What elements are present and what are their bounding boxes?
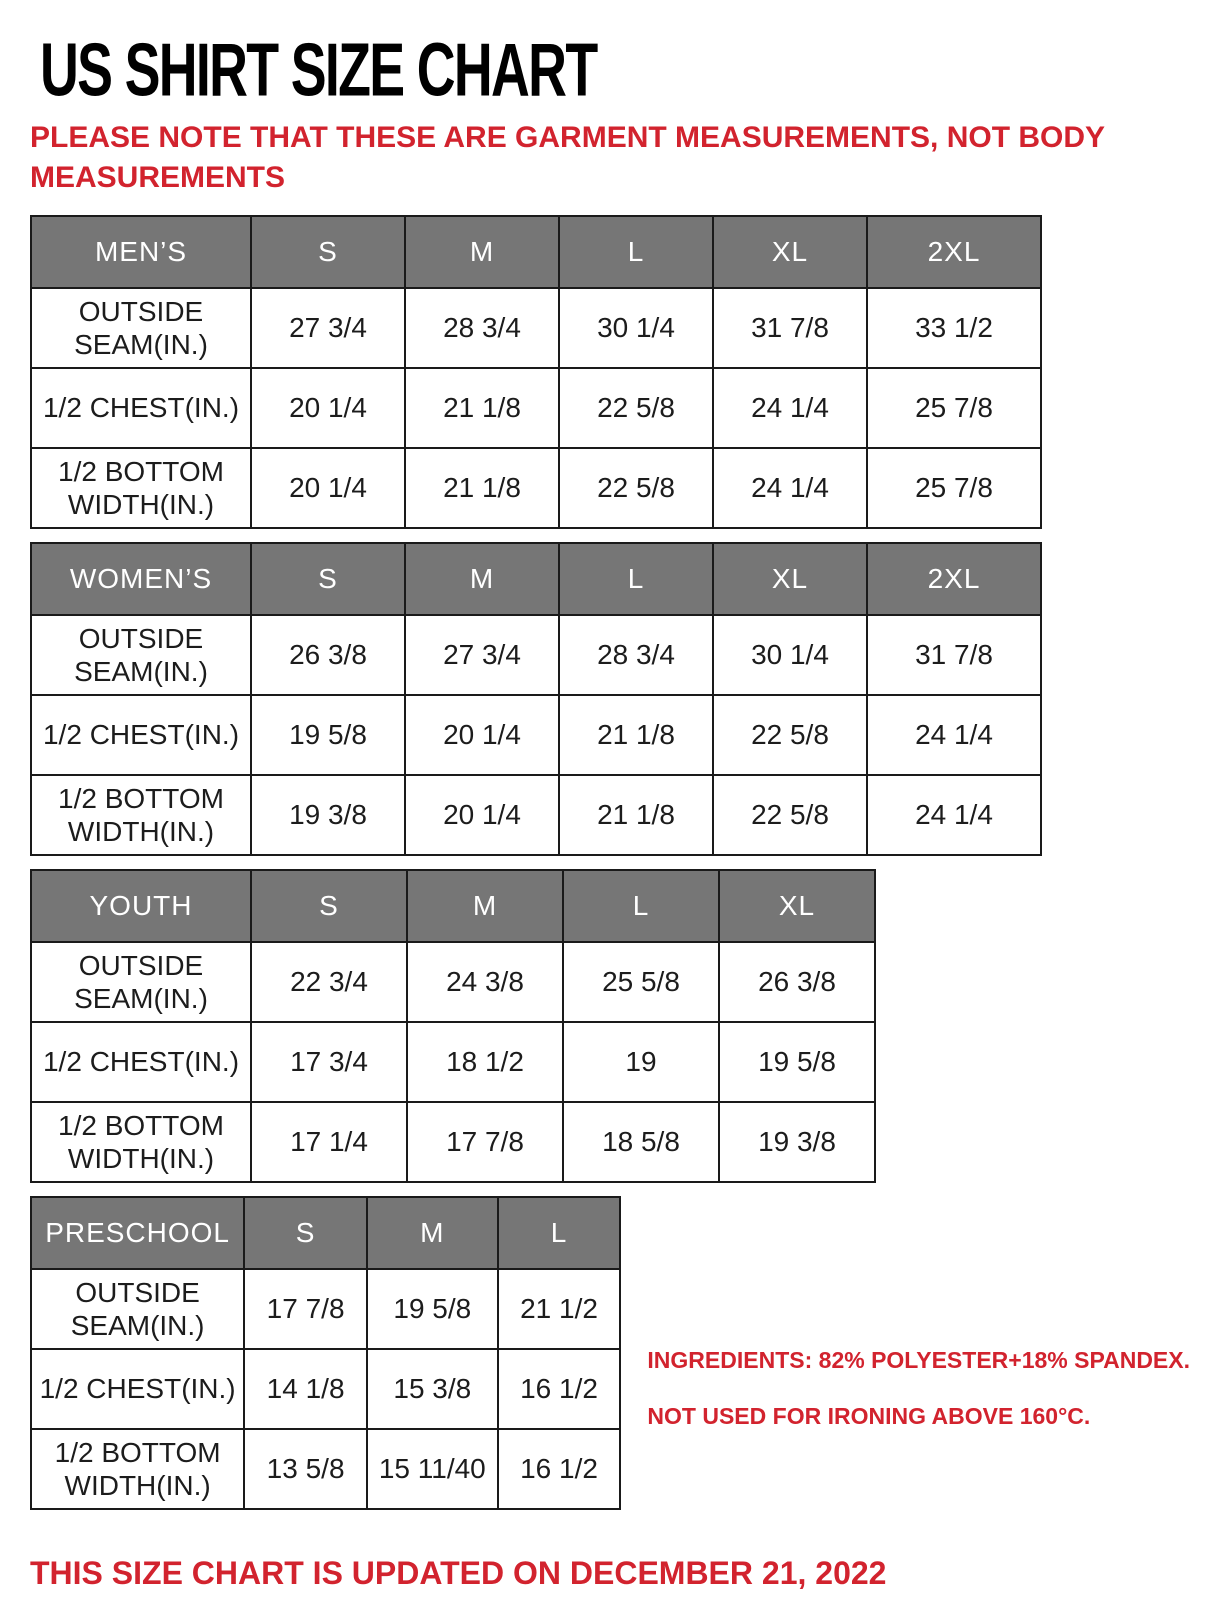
measurement-row [31, 695, 1041, 775]
measurement-value-cell: 25 7/8 [867, 448, 1041, 528]
measurement-value-cell: 25 5/8 [563, 942, 719, 1022]
size-header-cell: M [405, 543, 559, 615]
measurement-value-cell: 18 1/2 [407, 1022, 563, 1102]
garment-measurement-note: PLEASE NOTE THAT THESE ARE GARMENT MEASUREMENTS, NOT BODY MEASUREMENTS [30, 121, 1105, 194]
header-row [31, 216, 1041, 288]
measurement-label-cell: 1/2 CHEST(IN.) [31, 1349, 244, 1429]
measurement-value-cell: 31 7/8 [867, 615, 1041, 695]
measurement-value-cell: 20 1/4 [405, 775, 559, 855]
measurement-value-cell: 19 5/8 [251, 695, 405, 775]
measurement-row [31, 942, 875, 1022]
measurement-value-cell: 22 5/8 [713, 775, 867, 855]
measurement-row [31, 1269, 620, 1349]
measurement-value-cell: 13 5/8 [244, 1429, 367, 1509]
size-header-cell: L [563, 870, 719, 942]
measurement-value-cell: 26 3/8 [719, 942, 875, 1022]
category-header-cell: YOUTH [31, 870, 251, 942]
measurement-label-cell: 1/2 BOTTOM WIDTH(IN.) [31, 1429, 244, 1509]
youth-size-table [30, 869, 876, 1183]
preschool-size-table [30, 1196, 621, 1510]
category-header-cell: MEN’S [31, 216, 251, 288]
size-header-cell: S [251, 216, 405, 288]
size-header-cell: S [251, 870, 407, 942]
size-header-cell: L [559, 543, 713, 615]
measurement-value-cell: 15 11/40 [367, 1429, 498, 1509]
measurement-value-cell: 21 1/8 [405, 368, 559, 448]
measurement-value-cell: 19 [563, 1022, 719, 1102]
measurement-value-cell: 22 5/8 [713, 695, 867, 775]
measurement-value-cell: 26 3/8 [251, 615, 405, 695]
page-title-text: US SHIRT SIZE CHART [40, 27, 597, 113]
measurement-row [31, 1349, 620, 1429]
header-row [31, 1197, 620, 1269]
measurement-value-cell: 19 5/8 [367, 1269, 498, 1349]
measurement-value-cell: 33 1/2 [867, 288, 1041, 368]
ingredients-line: INGREDIENTS: 82% POLYESTER+18% SPANDEX. [647, 1347, 1190, 1374]
page-title [40, 26, 1190, 113]
size-header-cell: M [367, 1197, 498, 1269]
header-row [31, 870, 875, 942]
measurement-value-cell: 24 1/4 [867, 775, 1041, 855]
category-header-cell: WOMEN’S [31, 543, 251, 615]
ingredients-note [647, 1346, 1190, 1432]
measurement-value-cell: 20 1/4 [405, 695, 559, 775]
size-header-cell: L [498, 1197, 621, 1269]
measurement-label-cell: OUTSIDE SEAM(IN.) [31, 1269, 244, 1349]
measurement-value-cell: 17 1/4 [251, 1102, 407, 1182]
size-header-cell: 2XL [867, 216, 1041, 288]
mens-size-table [30, 215, 1042, 529]
measurement-value-cell: 22 5/8 [559, 448, 713, 528]
measurement-value-cell: 30 1/4 [713, 615, 867, 695]
measurement-value-cell: 18 5/8 [563, 1102, 719, 1182]
measurement-label-cell: 1/2 BOTTOM WIDTH(IN.) [31, 448, 251, 528]
measurement-value-cell: 24 3/8 [407, 942, 563, 1022]
preschool-section [30, 1196, 1190, 1523]
measurement-label-cell: 1/2 CHEST(IN.) [31, 695, 251, 775]
measurement-value-cell: 14 1/8 [244, 1349, 367, 1429]
measurement-value-cell: 22 3/4 [251, 942, 407, 1022]
measurement-row [31, 1102, 875, 1182]
measurement-value-cell: 16 1/2 [498, 1349, 621, 1429]
ironing-warning-line: NOT USED FOR IRONING ABOVE 160°C. [647, 1403, 1091, 1430]
size-header-cell: L [559, 216, 713, 288]
measurement-value-cell: 21 1/8 [559, 695, 713, 775]
womens-size-table [30, 542, 1042, 856]
measurement-value-cell: 24 1/4 [867, 695, 1041, 775]
size-header-cell: XL [713, 543, 867, 615]
measurement-value-cell: 31 7/8 [713, 288, 867, 368]
measurement-value-cell: 19 3/8 [719, 1102, 875, 1182]
measurement-value-cell: 20 1/4 [251, 448, 405, 528]
measurement-value-cell: 19 3/8 [251, 775, 405, 855]
header-row [31, 543, 1041, 615]
measurement-value-cell: 27 3/4 [405, 615, 559, 695]
measurement-value-cell: 27 3/4 [251, 288, 405, 368]
measurement-value-cell: 28 3/4 [559, 615, 713, 695]
measurement-label-cell: 1/2 BOTTOM WIDTH(IN.) [31, 775, 251, 855]
measurement-row [31, 775, 1041, 855]
measurement-value-cell: 15 3/8 [367, 1349, 498, 1429]
size-header-cell: M [405, 216, 559, 288]
measurement-label-cell: 1/2 CHEST(IN.) [31, 1022, 251, 1102]
measurement-value-cell: 17 3/4 [251, 1022, 407, 1102]
measurement-value-cell: 24 1/4 [713, 368, 867, 448]
measurement-row [31, 288, 1041, 368]
measurement-label-cell: OUTSIDE SEAM(IN.) [31, 615, 251, 695]
category-header-cell: PRESCHOOL [31, 1197, 244, 1269]
measurement-value-cell: 24 1/4 [713, 448, 867, 528]
measurement-value-cell: 17 7/8 [407, 1102, 563, 1182]
measurement-value-cell: 20 1/4 [251, 368, 405, 448]
size-header-cell: XL [713, 216, 867, 288]
measurement-value-cell: 21 1/8 [405, 448, 559, 528]
size-header-cell: S [244, 1197, 367, 1269]
measurement-value-cell: 25 7/8 [867, 368, 1041, 448]
size-header-cell: XL [719, 870, 875, 942]
size-header-cell: M [407, 870, 563, 942]
measurement-row [31, 615, 1041, 695]
measurement-value-cell: 19 5/8 [719, 1022, 875, 1102]
measurement-value-cell: 16 1/2 [498, 1429, 621, 1509]
update-date-note: THIS SIZE CHART IS UPDATED ON DECEMBER 21, 2022 [30, 1555, 887, 1592]
measurement-value-cell: 17 7/8 [244, 1269, 367, 1349]
measurement-label-cell: 1/2 BOTTOM WIDTH(IN.) [31, 1102, 251, 1182]
measurement-value-cell: 30 1/4 [559, 288, 713, 368]
measurement-row [31, 368, 1041, 448]
measurement-row [31, 1429, 620, 1509]
measurement-value-cell: 28 3/4 [405, 288, 559, 368]
measurement-label-cell: 1/2 CHEST(IN.) [31, 368, 251, 448]
measurement-value-cell: 22 5/8 [559, 368, 713, 448]
measurement-value-cell: 21 1/8 [559, 775, 713, 855]
measurement-row [31, 1022, 875, 1102]
size-header-cell: S [251, 543, 405, 615]
measurement-value-cell: 21 1/2 [498, 1269, 621, 1349]
measurement-label-cell: OUTSIDE SEAM(IN.) [31, 288, 251, 368]
size-header-cell: 2XL [867, 543, 1041, 615]
measurement-label-cell: OUTSIDE SEAM(IN.) [31, 942, 251, 1022]
measurement-row [31, 448, 1041, 528]
